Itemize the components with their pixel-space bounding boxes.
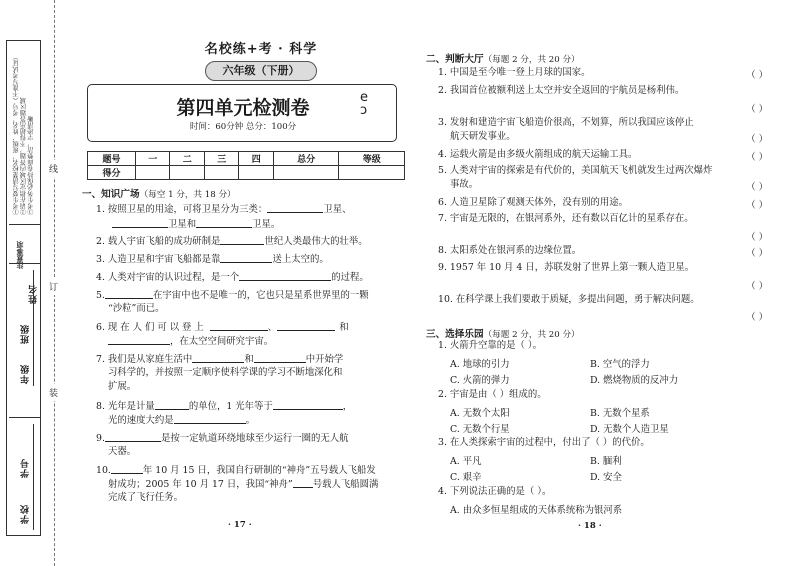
question-2 (96, 235, 368, 249)
choice-option[interactable]: A. 地球的引力 (450, 359, 510, 370)
question-text: 10. (96, 465, 111, 476)
question-text: 号载人飞船圆满 (312, 479, 379, 490)
grade-class-name-box (9, 263, 40, 391)
question-text: 年 10 月 15 日，我国自行研制的“神舟”五号载人飞船发 (142, 465, 376, 476)
answer-blank[interactable] (105, 289, 153, 299)
judge-item-1: 1. 中国是至今唯一登上月球的国家。 (438, 67, 591, 78)
choice-question-2: 2. 宇宙是由（ ）组成的。 (438, 389, 547, 400)
question-text: 卫星和 (168, 219, 197, 230)
question-7 (96, 353, 343, 367)
answer-blank[interactable] (210, 321, 268, 331)
answer-blank[interactable] (112, 218, 168, 228)
question-text: ， (342, 401, 353, 412)
judge-item-4: 4. 运载火箭是由多级火箭组成的航天运输工具。 (438, 149, 638, 160)
question-text: 1. 按照卫星的用途，可将卫星分为三类： (96, 204, 268, 215)
question-1-cont (112, 218, 280, 232)
question-text: 的单位，1 光年等于 (188, 401, 273, 412)
question-text: 、 (267, 322, 278, 333)
table-header: 一 (136, 152, 170, 166)
answer-paren[interactable]: （ ） (746, 200, 768, 211)
question-text: ，在太空空间研究宇宙。 (170, 336, 274, 347)
question-text: 8. 光年是计量 (96, 401, 155, 412)
exam-meta: 时间：60分钟 总分：100分 (189, 122, 297, 132)
question-8-cont (108, 414, 255, 428)
answer-paren[interactable]: （ ） (746, 248, 768, 259)
answer-paren[interactable]: （ ） (746, 232, 768, 243)
answer-blank[interactable] (108, 335, 170, 345)
section-3-header (426, 326, 580, 340)
question-3 (96, 253, 329, 267)
question-text: 光的速度大约是 (108, 415, 174, 426)
question-text: 卫星。 (252, 219, 281, 230)
answer-paren[interactable]: （ ） (746, 70, 768, 81)
judge-item-5: 5. 人类对宇宙的探索是有代价的，美国航天飞机就发生过两次爆炸 (438, 165, 713, 176)
choice-option[interactable]: B. 腼利 (590, 456, 622, 467)
question-8 (96, 400, 352, 414)
judge-item-2: 2. 我国首位被额利送上太空并安全返回的宇航员是杨利伟。 (438, 85, 685, 96)
question-text: 卫星、 (323, 204, 352, 215)
binding-strip (0, 0, 80, 566)
choice-option[interactable]: D. 无数个人造卫星 (590, 424, 669, 435)
series-title: 名校练+考 · 科学 (204, 42, 318, 57)
choice-option[interactable]: A. 平凡 (450, 456, 482, 467)
choice-option[interactable]: B. 空气的浮力 (590, 359, 650, 370)
answer-blank[interactable] (254, 353, 306, 363)
table-header: 三 (204, 152, 238, 166)
notice-title: 注意事项 (15, 241, 24, 269)
cut-mark: 订 (49, 278, 58, 295)
answer-blank[interactable] (192, 353, 244, 363)
score-cell[interactable] (239, 166, 273, 180)
notice-box (9, 47, 40, 225)
answer-blank[interactable] (155, 400, 189, 410)
answer-blank[interactable] (293, 478, 313, 488)
answer-blank[interactable] (174, 414, 246, 424)
score-cell[interactable] (339, 166, 405, 180)
fill-line[interactable] (33, 270, 34, 386)
judge-item-3: 3. 发射和建造宇宙飞船造价很高，不划算，所以我国应该停止 (438, 117, 694, 128)
judge-item-3-cont: 航天研发事业。 (450, 131, 516, 142)
question-9 (96, 432, 348, 446)
answer-paren[interactable]: （ ） (746, 281, 768, 292)
question-text: 。 (245, 415, 256, 426)
choice-option[interactable]: B. 无数个星系 (590, 408, 650, 419)
choice-question-1: 1. 火箭升空靠的是（ ）。 (438, 340, 542, 351)
section-title: 三、选择乐园 (426, 329, 484, 340)
notice-line: ①考生要写清楚校名、班级、姓名、考号（不准写考试证） (13, 53, 20, 215)
table-header: 等级 (339, 152, 405, 166)
question-text: 是按一定轨道环绕地球至少运行一圈的无人航 (160, 433, 349, 444)
question-text: 在宇宙中也不是唯一的，它也只是星系世界里的一颗 (152, 290, 369, 301)
table-header: 二 (170, 152, 204, 166)
question-text: 世纪人类最伟大的壮举。 (264, 236, 368, 247)
section-note: （每题 2 分，共 20 分） (483, 55, 580, 65)
question-4 (96, 271, 369, 285)
number-label: 学号 (21, 458, 31, 478)
page-number-left: · 17 · (228, 520, 252, 530)
section-title: 二、判断大厅 (426, 54, 484, 65)
grade-label: 年级 (21, 364, 31, 384)
answer-paren[interactable]: （ ） (746, 312, 768, 323)
notice-line: ③考生务必保持卷面整洁，字迹清晰 (27, 115, 35, 215)
question-10-cont (108, 478, 378, 492)
section-1-header (82, 186, 236, 200)
choice-option[interactable]: C. 火箭的弹力 (450, 375, 510, 386)
question-text: 6. 现 在 人 们 可 以 登 上 (96, 322, 204, 333)
choice-option[interactable]: D. 燃烧物质的反冲力 (590, 375, 679, 386)
class-label: 班级 (21, 324, 31, 344)
cut-mark: 装 (49, 384, 58, 401)
section-note: （每题 2 分，共 20 分） (483, 330, 580, 340)
answer-paren[interactable]: （ ） (746, 182, 768, 193)
question-7-cont: 扩展。 (108, 381, 137, 392)
question-text: 的过程。 (331, 272, 369, 283)
choice-option[interactable]: A. 由众多恒星组成的天体系统称为银河系 (450, 505, 623, 516)
choice-option[interactable]: A. 无数个太阳 (450, 408, 510, 419)
judge-item-6: 6. 人造卫星除了观测天体外，没有别的用途。 (438, 197, 629, 208)
question-text: 9. (96, 433, 105, 444)
answer-blank[interactable] (196, 218, 252, 228)
question-7-cont: 习科学的，并按照一定顺序使科学课的学习不断地深化和 (108, 367, 343, 378)
judge-item-5-cont: 事故。 (450, 179, 479, 190)
right-page (420, 0, 790, 566)
answer-paren[interactable]: （ ） (746, 134, 768, 145)
choice-option[interactable]: D. 安全 (590, 472, 622, 483)
question-text: 2. 载人宇宙飞船的成功研制是 (96, 236, 221, 247)
decoration-icon: e ͻ (360, 90, 368, 118)
question-text: 送上太空的。 (272, 254, 329, 265)
question-10 (96, 464, 376, 478)
question-text: 射成功；2005 年 10 月 17 日，我国“神舟” (108, 479, 293, 490)
question-10-cont: 完成了飞行任务。 (108, 492, 184, 503)
question-text: 和 (339, 322, 349, 333)
answer-blank[interactable] (220, 235, 264, 245)
score-cell[interactable] (136, 166, 170, 180)
answer-blank[interactable] (239, 271, 331, 281)
question-text: 7. 我们是从家庭生活中 (96, 354, 193, 365)
cut-mark: 线 (49, 160, 58, 177)
notice-text (13, 55, 37, 215)
question-6-cont (108, 335, 273, 349)
row-label: 得分 (88, 166, 136, 180)
question-5 (96, 289, 369, 303)
answer-paren[interactable]: （ ） (746, 152, 768, 163)
answer-blank[interactable] (273, 400, 343, 410)
fill-line[interactable] (33, 424, 34, 530)
question-text: 和 (244, 354, 254, 365)
exam-title: 第四单元检测卷 (176, 97, 310, 119)
judge-item-9: 9. 1957 年 10 月 4 日，苏联发射了世界上第一颗人造卫星。 (438, 262, 695, 273)
table-header: 题号 (88, 152, 136, 166)
answer-blank[interactable] (267, 203, 323, 213)
section-title: 一、知识广场 (82, 189, 140, 200)
choice-question-3: 3. 在人类探索宇宙的过程中，付出了（ ）的代价。 (438, 437, 650, 448)
question-text: 3. 人造卫星和宇宙飞船都是靠 (96, 254, 221, 265)
question-text: 中开始学 (305, 354, 344, 365)
choice-option[interactable]: C. 艰辛 (450, 472, 482, 483)
judge-item-8: 8. 太阳系处在银河系的边缘位置。 (438, 245, 582, 256)
table-row (88, 166, 405, 180)
question-1 (96, 203, 351, 217)
choice-question-4: 4. 下列说法正确的是（ ）。 (438, 486, 552, 497)
score-cell[interactable] (204, 166, 238, 180)
name-label: 姓名 (29, 284, 39, 304)
title-box (87, 84, 397, 142)
page-number-right: · 18 · (578, 521, 602, 531)
section-note: （每空 1 分，共 18 分） (139, 190, 236, 200)
choice-option[interactable]: C. 无数个行星 (450, 424, 510, 435)
score-cell[interactable] (273, 166, 339, 180)
section-2-header (426, 51, 580, 65)
answer-blank[interactable] (220, 253, 272, 263)
grade-badge: 六年级（下册） (205, 61, 317, 81)
judge-item-10: 10. 在科学课上我们要敢于质疑，多提出问题，勇于解决问题。 (438, 294, 700, 305)
left-page (82, 38, 400, 530)
question-5-cont: “沙粒”而已。 (108, 303, 165, 314)
question-text: 5. (96, 290, 105, 301)
question-text: 4. 人类对宇宙的认识过程，是一个 (96, 272, 240, 283)
notice-line: ②请在指定区域内答题，不得超出答题区域 (20, 97, 28, 215)
table-header: 总分 (273, 152, 339, 166)
score-cell[interactable] (170, 166, 204, 180)
answer-blank[interactable] (105, 432, 161, 442)
school-label: 学校 (21, 504, 31, 524)
question-6 (96, 321, 349, 335)
answer-blank[interactable] (277, 321, 335, 331)
table-row (88, 152, 405, 166)
answer-blank[interactable] (111, 464, 143, 474)
score-table (87, 151, 405, 180)
judge-item-7: 7. 宇宙是无限的，在银河系外，还有数以百亿计的星系存在。 (438, 213, 694, 224)
school-number-box (9, 417, 40, 535)
table-header: 四 (239, 152, 273, 166)
student-info-frame (6, 40, 41, 536)
answer-paren[interactable]: （ ） (746, 104, 768, 115)
question-9-cont: 天器。 (108, 446, 137, 457)
